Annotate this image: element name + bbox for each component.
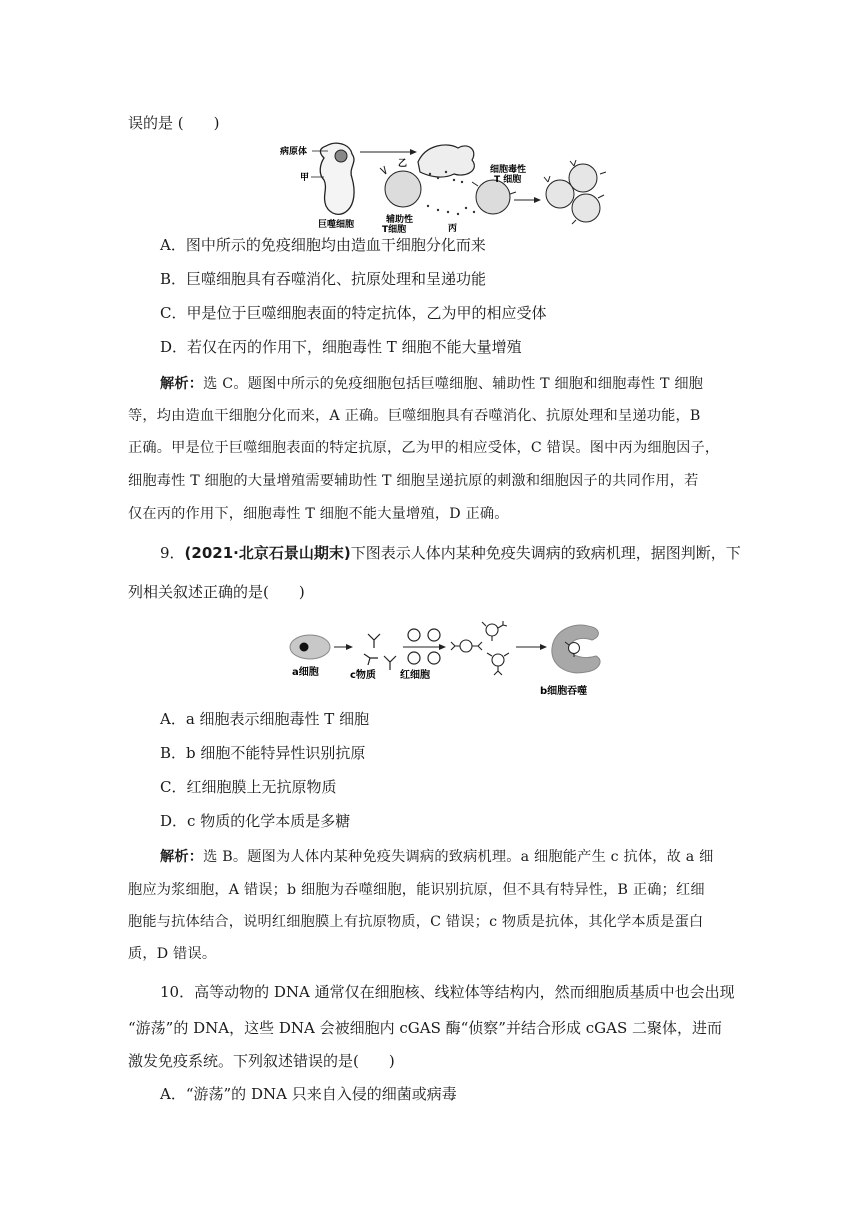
q9-analysis-line-1: 解析：选 B。题图为人体内某种免疫失调病的致病机理。a 细胞能产生 c 抗体，故 a 细: [160, 849, 714, 865]
label-b-cell: b细胞吞噬: [540, 686, 588, 697]
q9-stem-line-2: 列相关叙述正确的是( ): [128, 583, 305, 601]
label-bing: 丙: [448, 224, 458, 234]
a-cell: [290, 635, 330, 659]
q9-option-b: B．b 细胞不能特异性识别抗原: [160, 744, 366, 762]
q9-analysis-label: 解析：: [160, 849, 204, 865]
q10-stem-line-1: 10．高等动物的 DNA 通常仅在细胞核、线粒体等结构内，然而细胞质基质中也会出现: [160, 983, 735, 1001]
q8-analysis-label: 解析：: [160, 376, 204, 392]
helper-t-cell: [385, 171, 421, 207]
q9-analysis-line-4: 质，D 错误。: [128, 946, 217, 962]
q9-analysis-line-2: 胞应为浆细胞，A 错误；b 细胞为吞噬细胞，能识别抗原，但不具有特异性，B 正确；红细: [128, 882, 705, 898]
q9-option-c: C．红细胞膜上无抗原物质: [160, 778, 337, 796]
q8-analysis-line-1: 解析：选 C。题图中所示的免疫细胞包括巨噬细胞、辅助性 T 细胞和细胞毒性 T 细胞: [160, 376, 704, 392]
q8-option-a: A．图中所示的免疫细胞均由造血干细胞分化而来: [160, 236, 486, 254]
q8-option-b: B．巨噬细胞具有吞噬消化、抗原处理和呈递功能: [160, 270, 487, 288]
label-cytotoxic2: T 细胞: [494, 175, 522, 185]
q8-analysis-line-5: 仅在丙的作用下，细胞毒性 T 细胞不能大量增殖，D 正确。: [128, 506, 509, 522]
q8-analysis-line-4: 细胞毒性 T 细胞的大量增殖需要辅助性 T 细胞呈递抗原的刺激和细胞因子的共同作用，若: [128, 473, 699, 489]
q8-option-d: D．若仅在丙的作用下，细胞毒性 T 细胞不能大量增殖: [160, 338, 522, 356]
label-pathogen: 病原体: [280, 147, 308, 157]
cytotoxic-t-cell: [476, 180, 510, 214]
q8-analysis-line-3: 正确。甲是位于巨噬细胞表面的特定抗原，乙为甲的相应受体，C 错误。图中丙为细胞因子，: [128, 440, 720, 456]
q10-stem-line-2: “游荡”的 DNA，这些 DNA 会被细胞内 cGAS 酶“侦察”并结合形成 cGAS 二聚体，进而: [128, 1019, 723, 1037]
label-red-cell: 红细胞: [400, 670, 430, 681]
label-yi: 乙: [398, 159, 408, 169]
label-jia: 甲: [300, 173, 310, 183]
q9-stem-line-1: 9．(2021·北京石景山期末)下图表示人体内某种免疫失调病的致病机理，据图判断，下: [160, 544, 741, 562]
c-antibodies: [364, 634, 396, 670]
q10-option-a: A．“游荡”的 DNA 只来自入侵的细菌或病毒: [160, 1085, 457, 1103]
label-helper2: T细胞: [382, 225, 407, 234]
label-c-substance: c物质: [350, 670, 376, 681]
q8-stem-tail: 误的是 ( ): [128, 114, 220, 132]
label-a-cell: a细胞: [292, 667, 319, 678]
q9-analysis-line-3: 胞能与抗体结合，说明红细胞膜上有抗原物质，C 错误；c 物质是抗体，其化学本质是蛋白: [128, 914, 704, 930]
label-cytotoxic: 细胞毒性: [490, 165, 527, 175]
q9-option-d: D．c 物质的化学本质是多糖: [160, 812, 351, 830]
label-macrophage: 巨噬细胞: [318, 220, 355, 230]
label-helper: 辅助性: [386, 215, 414, 225]
q9-disease-figure: [288, 620, 608, 698]
q10-stem-line-3: 激发免疫系统。下列叙述错误的是( ): [128, 1052, 395, 1070]
q8-analysis-line-2: 等，均由造血干细胞分化而来，A 正确。巨噬细胞具有吞噬消化、抗原处理和呈递功能，B: [128, 408, 701, 424]
q8-option-c: C．甲是位于巨噬细胞表面的特定抗体，乙为甲的相应受体: [160, 304, 547, 322]
q9-option-a: A．a 细胞表示细胞毒性 T 细胞: [160, 710, 370, 728]
q8-immune-figure: [278, 134, 628, 234]
q9-source: (2021·北京石景山期末): [184, 544, 351, 562]
q9-number: 9．: [160, 544, 185, 562]
coated-cells: [451, 621, 509, 675]
